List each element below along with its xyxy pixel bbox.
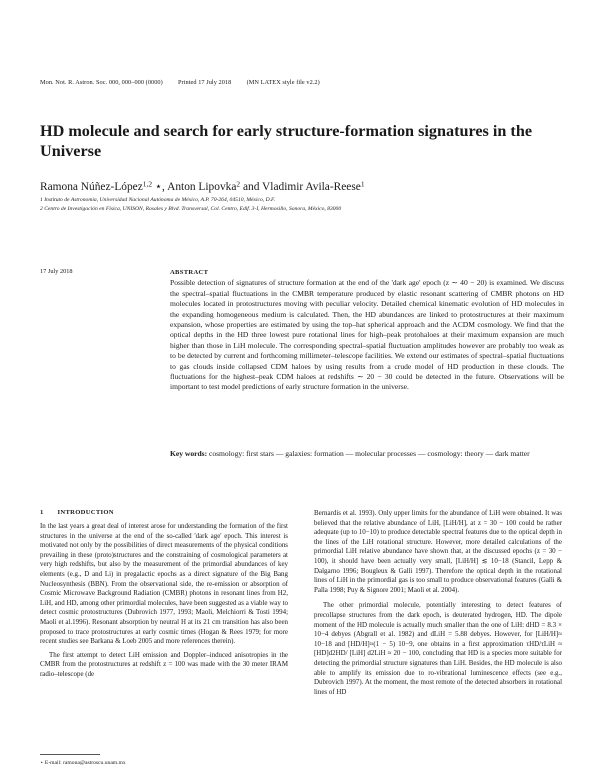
keywords	[170, 449, 564, 459]
author-3: Vladimir Avila-Reese$^1$	[262, 179, 365, 193]
printed-date: Printed 17 July 2018	[178, 79, 232, 86]
right-column	[314, 509, 562, 697]
abstract-text: Possible detection of signatures of structure formation at the end of the 'dark age' epoch (z ∼ 40 − 20) is examined. We discuss the spectral–spatial fluctuations in the CMBR temperature produced by elastic resonant scattering of CMBR photons on HD molecules located in protostructures moving with peculiar velocity. Detailed chemical kinematic evolution of HD molecules in the expanding homogeneous medium is calculated. Then, the HD abundances are linked to protostructures at their maximum expansion, whose properties are estimated by using the top–hat spherical approach and the ΛCDM cosmology. We find that the optical depths in the HD three lowest pure rotational lines for high–peak protohaloes at their maximum expansion are much higher than those in LiH molecule. The corresponding spectral–spatial fluctuation amplitudes however are probably too weak as to be detected by current and forthcoming millimeter–telescope facilities. We extend our estimates of spectral–spatial fluctuations to gas clouds inside collapsed CDM haloes by using results from a crude model of HD production in these clouds. The fluctuations for the highest–peak CDM haloes at redshifts ∼ 20 − 30 could be detected in the future. Observations will be important to test model predictions of early structure formation in the universe.	[170, 278, 564, 392]
abstract	[170, 268, 564, 393]
affiliation-2: 2 Centro de Investigación en Física, UNISON, Rosales y Blvd. Transversal, Col. Centro, Edif. 3-I, Hermosillo, Sonora, México, 83000	[40, 206, 342, 212]
footnote: ⋆ E-mail: ramona@astroscu.unam.mx	[40, 760, 126, 766]
style-note: (MN LATEX style file v2.2)	[246, 79, 320, 86]
section-title: INTRODUCTION	[57, 509, 114, 516]
section-number: 1	[40, 509, 44, 516]
affiliation-1: 1 Instituto de Astronomía, Universidad Nacional Autónoma de México, A.P. 70-264, 04510, México, D.F.	[40, 197, 276, 203]
paper-title: HD molecule and search for early structure-formation signatures in the Universe	[40, 122, 533, 160]
journal-citation: Mon. Not. R. Astron. Soc. 000, 000–000 (0000)	[40, 79, 163, 86]
keywords-text: cosmology: first stars — galaxies: formation — molecular processes — cosmology: theory — dark matter	[209, 449, 530, 458]
author-list	[40, 179, 580, 193]
intro-paragraph-1: In the last years a great deal of interest arose for understanding the formation of the first structures in the universe at the end of the so-called 'dark age' epoch. This interest is motivated not only by the possibilities of direct measurements of the physical conditions prevailing in these (proto)structures and the constraining of cosmological parameters at very high redshifts, but also by the measurement of the primordial abundances of key elements (e.g., D and Li) in pregalactic epochs as a direct signature of the Big Bang Nucleosynthesis (BBN). From the observational side, the re-emission or absorption of Cosmic Microwave Background Radiation (CMBR) photons in resonant lines from H2, LiH, and HD, among other primordial molecules, have been suggested as a viable way to detect cosmic protostructures (Dubrovich 1977, 1993; Maoli, Melchiorri & Tosti 1994; Maoli et al.1996). Resonant absorption by neutral H at its 21 cm transition has also been proposed to trace protostructures at early cosmic times (Hogan & Rees 1979; for more recent studies see Barkana & Loeb 2005 and more references therein).	[40, 522, 288, 646]
intro-paragraph-2: The first attempt to detect LiH emission and Doppler–induced anisotropies in the CMBR from the protostructures at redshift z = 100 was made with the 30 meter IRAM radio–telescope (de	[40, 650, 288, 678]
keywords-label: Key words:	[170, 449, 208, 458]
right-paragraph-2: The other primordial molecule, potentially interesting to detect features of precollapse structures from the dark epoch, is deuterated hydrogen, HD. The dipole moment of the HD molecule is actually much smaller than the one of LiH: dHD = 8.3 × 10−4 debyes (Abgrall et al. 1982) and dLiH = 5.88 debyes. However, for [LiH/H]≈ 10−18 and [HD/H]≈(1 − 5) 10−9, one obtains in a first approximation τHD/τLiH ≈ [HD]d2HD/ [LiH] d2LiH ≈ 20 − 100, concluding that HD is a species more suitable for detecting the primordial structure signatures than LiH. Besides, the HD molecule is also able to amplify its emission due to ro-vibrational luminescence effects (see e.g., Dubrovich 1997). At the moment, the most remote of the detected absorbers in rotational lines of HD	[314, 601, 562, 696]
abstract-heading: ABSTRACT	[170, 269, 209, 276]
author-2: Anton Lipovka$^2$ and	[167, 179, 263, 193]
right-paragraph-1: Bernardis et al. 1993). Only upper limits for the abundance of LiH were obtained. It was believed that the relative abundance of LiH, [LiH/H], at z = 30 − 100 could be rather adequate (up to 10−10) to produce detectable spectral features due to the optical depth in the lines of the LiH rotational structure. However, more detailed calculations of the primordial LiH relative abundance have shown that, at the discussed epochs (z = 30 − 100), it should have been actually very small, [LiH/H] ≲ 10−18 (Stancil, Lepp & Dalgarno 1996; Bougleux & Galli 1997). Therefore the optical depth in the rotational lines of LiH in the primordial gas is too small to produce observational features (Galli & Palla 1998; Puy & Signore 2001; Maoli et al. 2004).	[314, 509, 562, 594]
received-date: 17 July 2018	[40, 268, 73, 275]
section-heading	[40, 509, 114, 516]
left-column	[40, 522, 288, 680]
running-header	[40, 79, 320, 86]
footnote-rule	[40, 754, 100, 755]
author-1: Ramona Núñez-López$^{1,2}$ ⋆,	[40, 179, 168, 193]
